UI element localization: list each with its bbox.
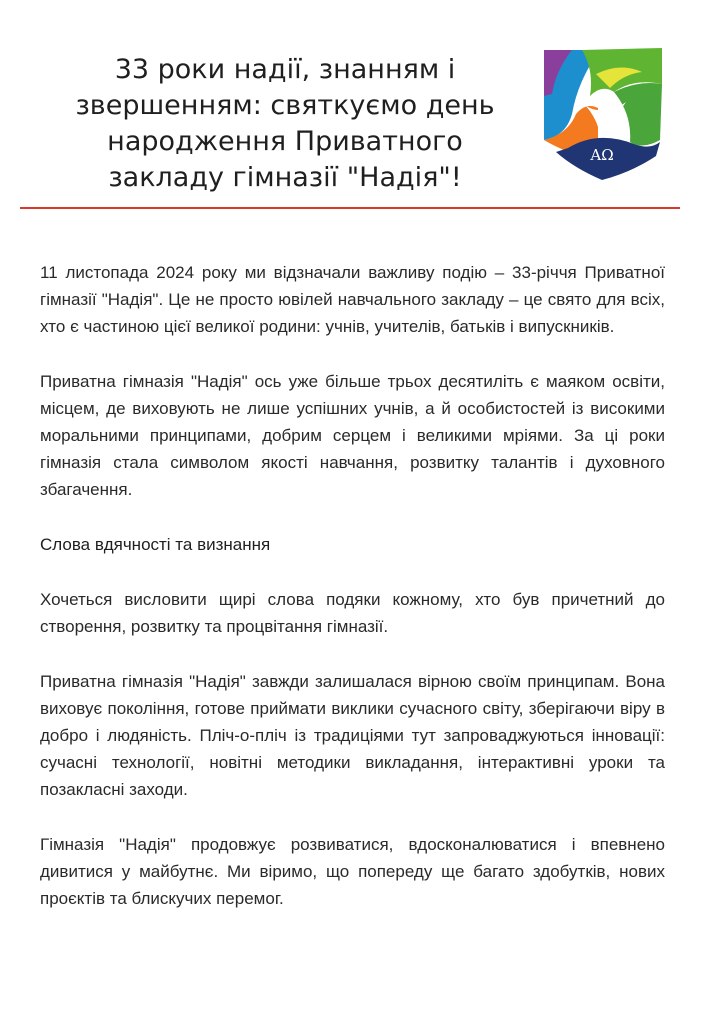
article-paragraph: 11 листопада 2024 року ми відзначали важливу подію – 33-річчя Приватної гімназії "Надія". Це не просто ювілей навчального закладу – це свято для всіх, хто є частиною цієї великої родини: учнів, учителів, батьків і випускників. bbox=[40, 263, 665, 336]
article-paragraph: Приватна гімназія "Надія" ось уже більше трьох десятиліть є маяком освіти, місцем, де виховують не лише успішних учнів, а й особистостей із високими моральними принципами, добрим серцем і великими мріями. За ці роки гімназія стала символом якості навчання, розвитку талантів і духовного збагачення. bbox=[40, 372, 665, 499]
article-paragraph: Приватна гімназія "Надія" завжди залишалася вірною своїм принципам. Вона виховує покоління, готове приймати виклики сучасного світу, зберігаючи віру в добро і людяність. Пліч-о-пліч із традиціями тут запроваджуються інновації: сучасні технології, новітні методики викладання, інтерактивні уроки та позакласні заходи. bbox=[40, 672, 665, 799]
article-body bbox=[40, 259, 665, 940]
logo-figure-head-icon bbox=[597, 89, 611, 103]
section-heading: Слова вдячності та визнання bbox=[40, 535, 271, 554]
school-logo bbox=[538, 44, 666, 184]
logo-right-green-segment bbox=[614, 83, 662, 146]
logo-alpha-omega-text: AΩ bbox=[590, 146, 614, 164]
page-title: 33 роки надії, знанням і звершенням: святкуємо день народження Приватного закладу гімназії "Надія"! bbox=[75, 54, 495, 193]
article-paragraph: Хочеться висловити щирі слова подяки кожному, хто був причетний до створення, розвитку та процвітання гімназії. bbox=[40, 590, 665, 636]
article-paragraph: Гімназія "Надія" продовжує розвиватися, вдосконалюватися і впевнено дивитися у майбутнє. Ми віримо, що попереду ще багато здобутків, нових проєктів та блискучих перемог. bbox=[40, 835, 665, 908]
title-divider bbox=[20, 207, 680, 209]
